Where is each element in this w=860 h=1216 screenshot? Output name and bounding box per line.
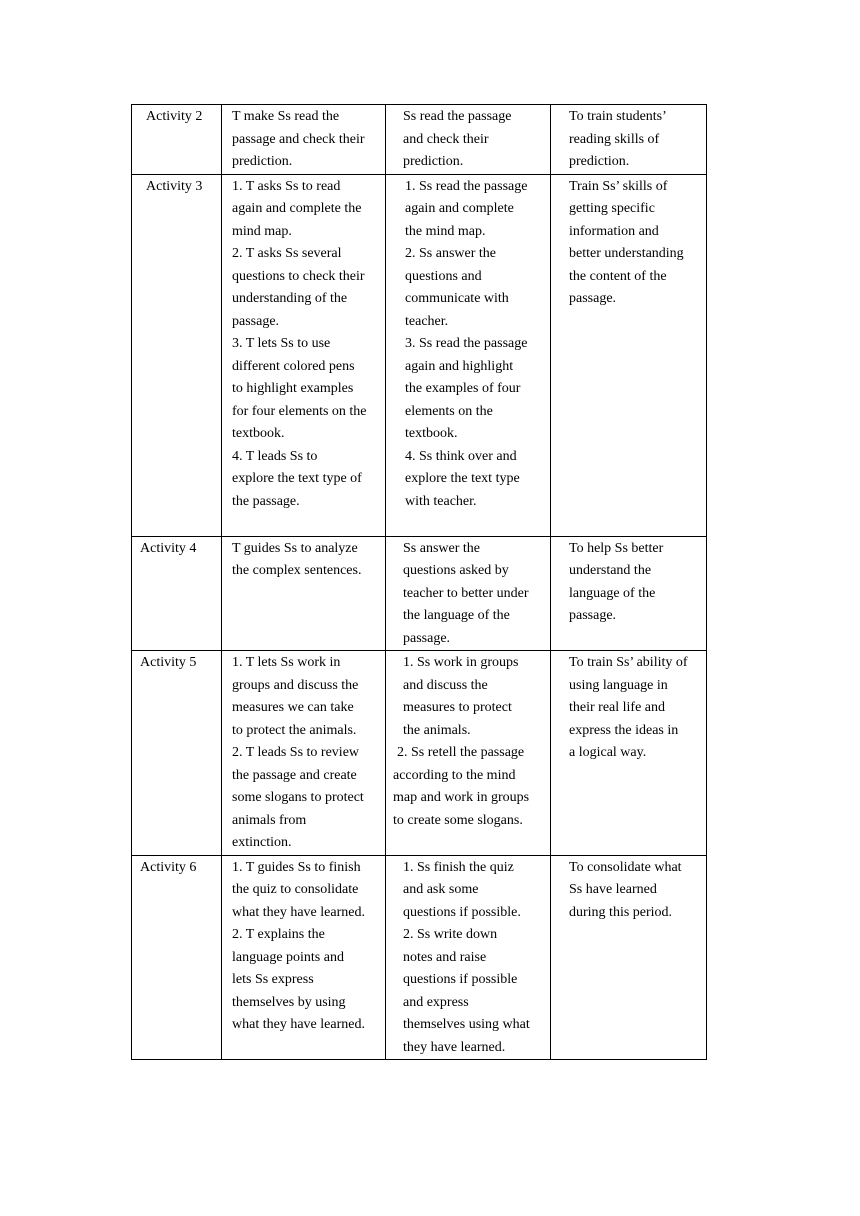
teacher-activity-cell xyxy=(222,651,386,856)
cell-text-line: getting specific xyxy=(569,201,655,216)
cell-text-line: communicate with xyxy=(405,291,509,306)
cell-text-line: a logical way. xyxy=(569,745,647,760)
cell-text-line: themselves using what xyxy=(403,1017,530,1032)
cell-text-line: 1. Ss read the passage xyxy=(405,178,528,194)
cell-text-line: again and highlight xyxy=(405,358,514,374)
cell-text-line: the mind map. xyxy=(405,223,486,239)
cell-text-line: Ss read the passage xyxy=(403,109,512,124)
cell-text-line: 2. T leads Ss to review xyxy=(232,745,360,760)
student-activity-cell xyxy=(386,536,551,651)
cell-text-line: Ss have learned xyxy=(569,882,657,897)
cell-text-line: some slogans to protect xyxy=(232,790,364,805)
cell-text-line: T make Ss read the xyxy=(232,109,340,124)
cell-text-line: the quiz to consolidate xyxy=(232,882,359,897)
cell-text-line: teacher to better under xyxy=(403,585,529,601)
cell-text-line: different colored pens xyxy=(232,358,355,374)
cell-text-line: measures to protect xyxy=(403,700,512,715)
cell-text-line: T guides Ss to analyze xyxy=(232,540,358,556)
cell-text-line: 2. T explains the xyxy=(232,927,325,942)
table-row xyxy=(132,536,707,651)
cell-text-line: 3. Ss read the passage xyxy=(405,336,528,351)
cell-text-line: Train Ss’ skills of xyxy=(569,178,668,194)
cell-text-line: again and complete the xyxy=(232,201,362,216)
cell-text-line: lets Ss express xyxy=(232,972,314,987)
teacher-activity-cell xyxy=(222,174,386,536)
purpose-cell xyxy=(551,651,707,856)
cell-text-line: prediction. xyxy=(403,154,464,169)
table-row xyxy=(132,651,707,856)
cell-text-line: 2. Ss write down xyxy=(403,927,498,942)
cell-text-line: To consolidate what xyxy=(569,859,682,875)
cell-text-line: passage and check their xyxy=(232,131,365,147)
cell-text-line: explore the text type of xyxy=(232,471,362,486)
cell-text-line: and express xyxy=(403,994,469,1010)
cell-text-line: passage. xyxy=(232,313,280,329)
teacher-activity-cell xyxy=(222,536,386,651)
cell-text-line: language of the xyxy=(569,585,656,601)
cell-text-line: Ss answer the xyxy=(403,540,480,556)
teacher-activity-cell xyxy=(222,855,386,1060)
cell-text-line: questions if possible. xyxy=(403,904,521,920)
cell-text-line: 3. T lets Ss to use xyxy=(232,336,331,351)
purpose-cell xyxy=(551,536,707,651)
cell-text-line: themselves by using xyxy=(232,994,346,1010)
activity-name-cell: Activity 2 xyxy=(132,105,222,175)
cell-text-line: to protect the animals. xyxy=(232,722,357,738)
cell-text-line: they have learned. xyxy=(403,1039,506,1055)
cell-text-line: the passage and create xyxy=(232,767,357,783)
cell-text-line: To train Ss’ ability of xyxy=(569,655,688,670)
cell-text-line: what they have learned. xyxy=(232,904,365,920)
table-row xyxy=(132,174,707,536)
cell-text-line: prediction. xyxy=(232,154,293,169)
cell-text-line: to highlight examples xyxy=(232,381,354,396)
purpose-cell xyxy=(551,105,707,175)
activity-name-cell: Activity 3 xyxy=(132,174,222,536)
cell-text-line: and ask some xyxy=(403,882,479,897)
cell-text-line: understanding of the xyxy=(232,291,348,306)
cell-text-line: for four elements on the xyxy=(232,403,367,419)
cell-text-line: to create some slogans. xyxy=(393,812,523,828)
cell-text-line: 4. T leads Ss to xyxy=(232,448,318,464)
cell-text-line: with teacher. xyxy=(405,493,477,509)
student-activity-cell xyxy=(386,174,551,536)
cell-text-line: 1. Ss finish the quiz xyxy=(403,859,514,875)
cell-text-line: their real life and xyxy=(569,700,666,715)
lesson-plan-table xyxy=(131,104,707,1060)
cell-text-line: 1. T lets Ss work in xyxy=(232,655,341,670)
cell-text-line: prediction. xyxy=(569,154,630,169)
cell-text-line: textbook. xyxy=(232,426,285,441)
cell-text-line: the complex sentences. xyxy=(232,563,362,578)
cell-text-line: passage. xyxy=(403,630,451,646)
cell-text-line: passage. xyxy=(569,291,617,306)
cell-text-line: groups and discuss the xyxy=(232,677,359,693)
cell-text-line: using language in xyxy=(569,677,668,693)
cell-text-line: questions asked by xyxy=(403,563,509,578)
cell-text-line: 2. Ss answer the xyxy=(405,246,496,261)
cell-text-line: express the ideas in xyxy=(569,722,679,738)
cell-text-line: 1. T guides Ss to finish xyxy=(232,859,361,875)
cell-text-line: the content of the xyxy=(569,268,667,284)
cell-text-line: notes and raise xyxy=(403,949,487,965)
cell-text-line: 1. Ss work in groups xyxy=(403,655,519,670)
cell-text-line: reading skills of xyxy=(569,131,660,147)
cell-text-line: 2. T asks Ss several xyxy=(232,246,342,261)
cell-text-line: the passage. xyxy=(232,493,300,509)
student-activity-cell xyxy=(386,855,551,1060)
cell-text-line: explore the text type xyxy=(405,471,520,486)
cell-text-line: measures we can take xyxy=(232,700,354,715)
cell-text-line: textbook. xyxy=(405,426,458,441)
cell-text-line: understand the xyxy=(569,563,652,578)
activity-name-cell: Activity 4 xyxy=(132,536,222,651)
cell-text-line: To train students’ xyxy=(569,109,667,124)
cell-text-line: extinction. xyxy=(232,835,292,850)
cell-text-line: information and xyxy=(569,223,659,239)
cell-text-line: the language of the xyxy=(403,608,510,623)
cell-text-line: better understanding xyxy=(569,246,684,261)
cell-text-line: according to the mind xyxy=(393,767,516,783)
cell-text-line: questions to check their xyxy=(232,268,365,284)
teacher-activity-cell xyxy=(222,105,386,175)
cell-text-line: and discuss the xyxy=(403,677,488,693)
cell-text-line: 1. T asks Ss to read xyxy=(232,178,341,194)
cell-text-line: during this period. xyxy=(569,904,673,920)
cell-text-line: what they have learned. xyxy=(232,1017,365,1032)
student-activity-cell xyxy=(386,105,551,175)
student-activity-cell xyxy=(386,651,551,856)
cell-text-line: 2. Ss retell the passage xyxy=(397,745,525,760)
cell-text-line: the examples of four xyxy=(405,381,521,396)
purpose-cell xyxy=(551,174,707,536)
cell-text-line: map and work in groups xyxy=(393,790,530,805)
cell-text-line: questions if possible xyxy=(403,972,518,987)
cell-text-line: passage. xyxy=(569,608,617,623)
cell-text-line: language points and xyxy=(232,949,344,965)
cell-text-line: and check their xyxy=(403,131,489,147)
cell-text-line: elements on the xyxy=(405,403,493,419)
cell-text-line: teacher. xyxy=(405,313,449,329)
purpose-cell xyxy=(551,855,707,1060)
cell-text-line: again and complete xyxy=(405,201,514,216)
activity-name-cell: Activity 5 xyxy=(132,651,222,856)
cell-text-line: 4. Ss think over and xyxy=(405,448,517,464)
table-row xyxy=(132,855,707,1060)
cell-text-line: the animals. xyxy=(403,722,471,738)
cell-text-line: animals from xyxy=(232,812,307,828)
cell-text-line: To help Ss better xyxy=(569,540,664,556)
activity-name-cell: Activity 6 xyxy=(132,855,222,1060)
cell-text-line: mind map. xyxy=(232,223,292,239)
table-row xyxy=(132,105,707,175)
cell-text-line: questions and xyxy=(405,268,482,284)
